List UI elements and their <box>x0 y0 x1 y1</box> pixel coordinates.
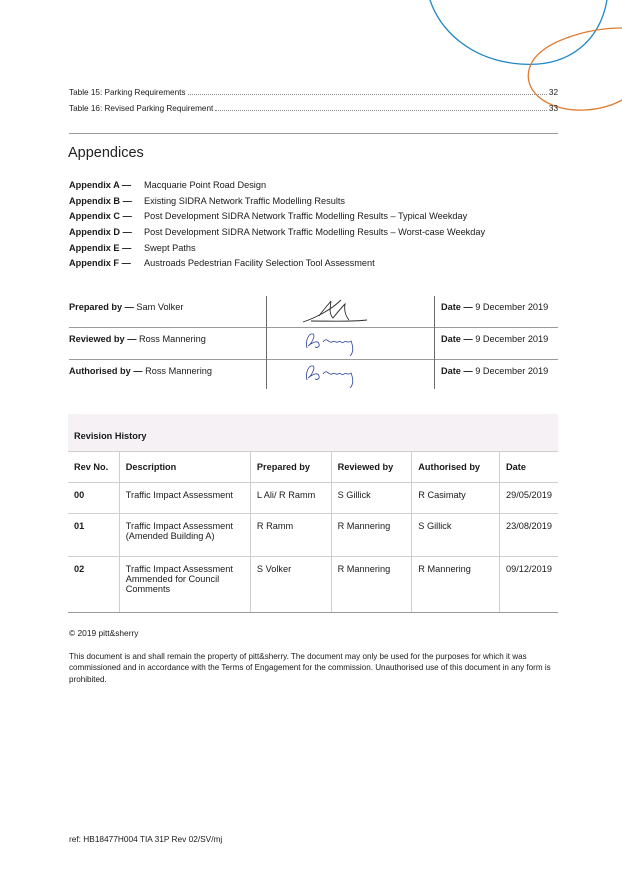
cell-reviewed-by: S Gillick <box>331 483 412 514</box>
appendix-label: Appendix C — <box>69 211 132 222</box>
cell-rev-no: 02 <box>68 557 119 613</box>
signoff-row-authorised <box>69 360 558 391</box>
appendix-item[interactable] <box>69 240 485 256</box>
appendix-title: Swept Paths <box>144 242 196 253</box>
cell-description: Traffic Impact Assessment Ammended for Council Comments <box>119 557 250 613</box>
toc-entry-text: Table 16: Revised Parking Requirement <box>69 104 214 113</box>
column-header: Authorised by <box>412 452 500 483</box>
signature-reviewed <box>301 328 371 359</box>
revision-header-row <box>68 452 558 483</box>
signoff-row-prepared <box>69 296 558 328</box>
appendix-label: Appendix A — <box>69 179 132 190</box>
appendix-label: Appendix F — <box>69 258 131 269</box>
appendix-item[interactable] <box>69 193 485 209</box>
appendix-title: Post Development SIDRA Network Traffic Modelling Results – Worst-case Weekday <box>144 226 486 237</box>
appendix-label: Appendix B — <box>69 195 132 206</box>
cell-authorised-by: R Mannering <box>412 557 500 613</box>
signoff-name: Ross Mannering <box>145 366 212 376</box>
table-row <box>68 483 558 514</box>
toc-leader <box>215 109 547 111</box>
signoff-row-reviewed <box>69 328 558 360</box>
appendix-item[interactable] <box>69 208 485 224</box>
section-divider <box>69 133 558 134</box>
cell-rev-no: 00 <box>68 483 119 514</box>
column-header: Date <box>500 452 558 483</box>
toc-leader <box>188 93 547 95</box>
column-header: Prepared by <box>250 452 331 483</box>
signoff-name: Sam Volker <box>136 302 184 312</box>
toc-entry[interactable] <box>69 88 558 104</box>
cell-authorised-by: S Gillick <box>412 514 500 557</box>
toc-entry[interactable] <box>69 104 558 120</box>
revision-history-title: Revision History <box>68 414 558 452</box>
signoff-role: Authorised by — Ross Mannering <box>69 366 212 376</box>
signoff-divider <box>434 296 435 389</box>
appendix-label: Appendix E — <box>69 242 132 253</box>
cell-date: 09/12/2019 <box>500 557 558 613</box>
table-row <box>68 514 558 557</box>
column-header: Reviewed by <box>331 452 412 483</box>
appendix-title: Macquarie Point Road Design <box>144 179 267 190</box>
cell-prepared-by: S Volker <box>250 557 331 613</box>
toc-entry-text: Table 15: Parking Requirements <box>69 88 186 97</box>
cell-reviewed-by: R Mannering <box>331 514 412 557</box>
appendix-title: Post Development SIDRA Network Traffic Modelling Results – Typical Weekday <box>144 211 468 222</box>
signature-prepared <box>301 296 371 327</box>
signoff-name: Ross Mannering <box>138 334 206 344</box>
signoff-divider <box>266 296 267 389</box>
appendix-title: Existing SIDRA Network Traffic Modelling Results <box>144 195 346 206</box>
disclaimer-text: This document is and shall remain the property of pitt&sherry. The document may only be used for the purposes for which it was commissioned and in accordance with the Terms of Engagement for the commission. Unauthorised use of this document in any form is prohibited. <box>69 652 551 684</box>
cell-prepared-by: R Ramm <box>250 514 331 557</box>
blue-arc <box>430 0 607 64</box>
appendix-item[interactable] <box>69 224 485 240</box>
table-row <box>68 557 558 613</box>
appendices-list <box>69 177 485 271</box>
appendix-label: Appendix D — <box>69 226 132 237</box>
signoff-block <box>69 296 558 391</box>
column-header: Description <box>119 452 250 483</box>
signoff-date: Date — 9 December 2019 <box>441 334 549 344</box>
column-header: Rev No. <box>68 452 119 483</box>
appendix-item[interactable] <box>69 255 485 271</box>
cell-date: 23/08/2019 <box>500 514 558 557</box>
appendices-heading: Appendices <box>68 145 144 161</box>
cell-description: Traffic Impact Assessment (Amended Building A) <box>119 514 250 557</box>
cell-reviewed-by: R Mannering <box>331 557 412 613</box>
signoff-date: Date — 9 December 2019 <box>441 366 549 376</box>
cell-date: 29/05/2019 <box>500 483 558 514</box>
cell-prepared-by: L Ali/ R Ramm <box>250 483 331 514</box>
signature-authorised <box>301 360 371 391</box>
appendix-title: Austroads Pedestrian Facility Selection Tool Assessment <box>144 258 375 269</box>
toc-entry-page: 33 <box>548 104 558 113</box>
copyright-notice: © 2019 pitt&sherry <box>69 628 139 638</box>
signoff-role: Reviewed by — Ross Mannering <box>69 334 206 344</box>
cell-rev-no: 01 <box>68 514 119 557</box>
signoff-role: Prepared by — Sam Volker <box>69 302 184 312</box>
signoff-date: Date — 9 December 2019 <box>441 302 549 312</box>
cell-description: Traffic Impact Assessment <box>119 483 250 514</box>
cell-authorised-by: R Casimaty <box>412 483 500 514</box>
revision-history-table <box>68 414 558 613</box>
table-of-contents <box>69 88 558 120</box>
toc-entry-page: 32 <box>548 88 558 97</box>
document-reference: ref: HB18477H004 TIA 31P Rev 02/SV/mj <box>69 834 223 844</box>
appendix-item[interactable] <box>69 177 485 193</box>
